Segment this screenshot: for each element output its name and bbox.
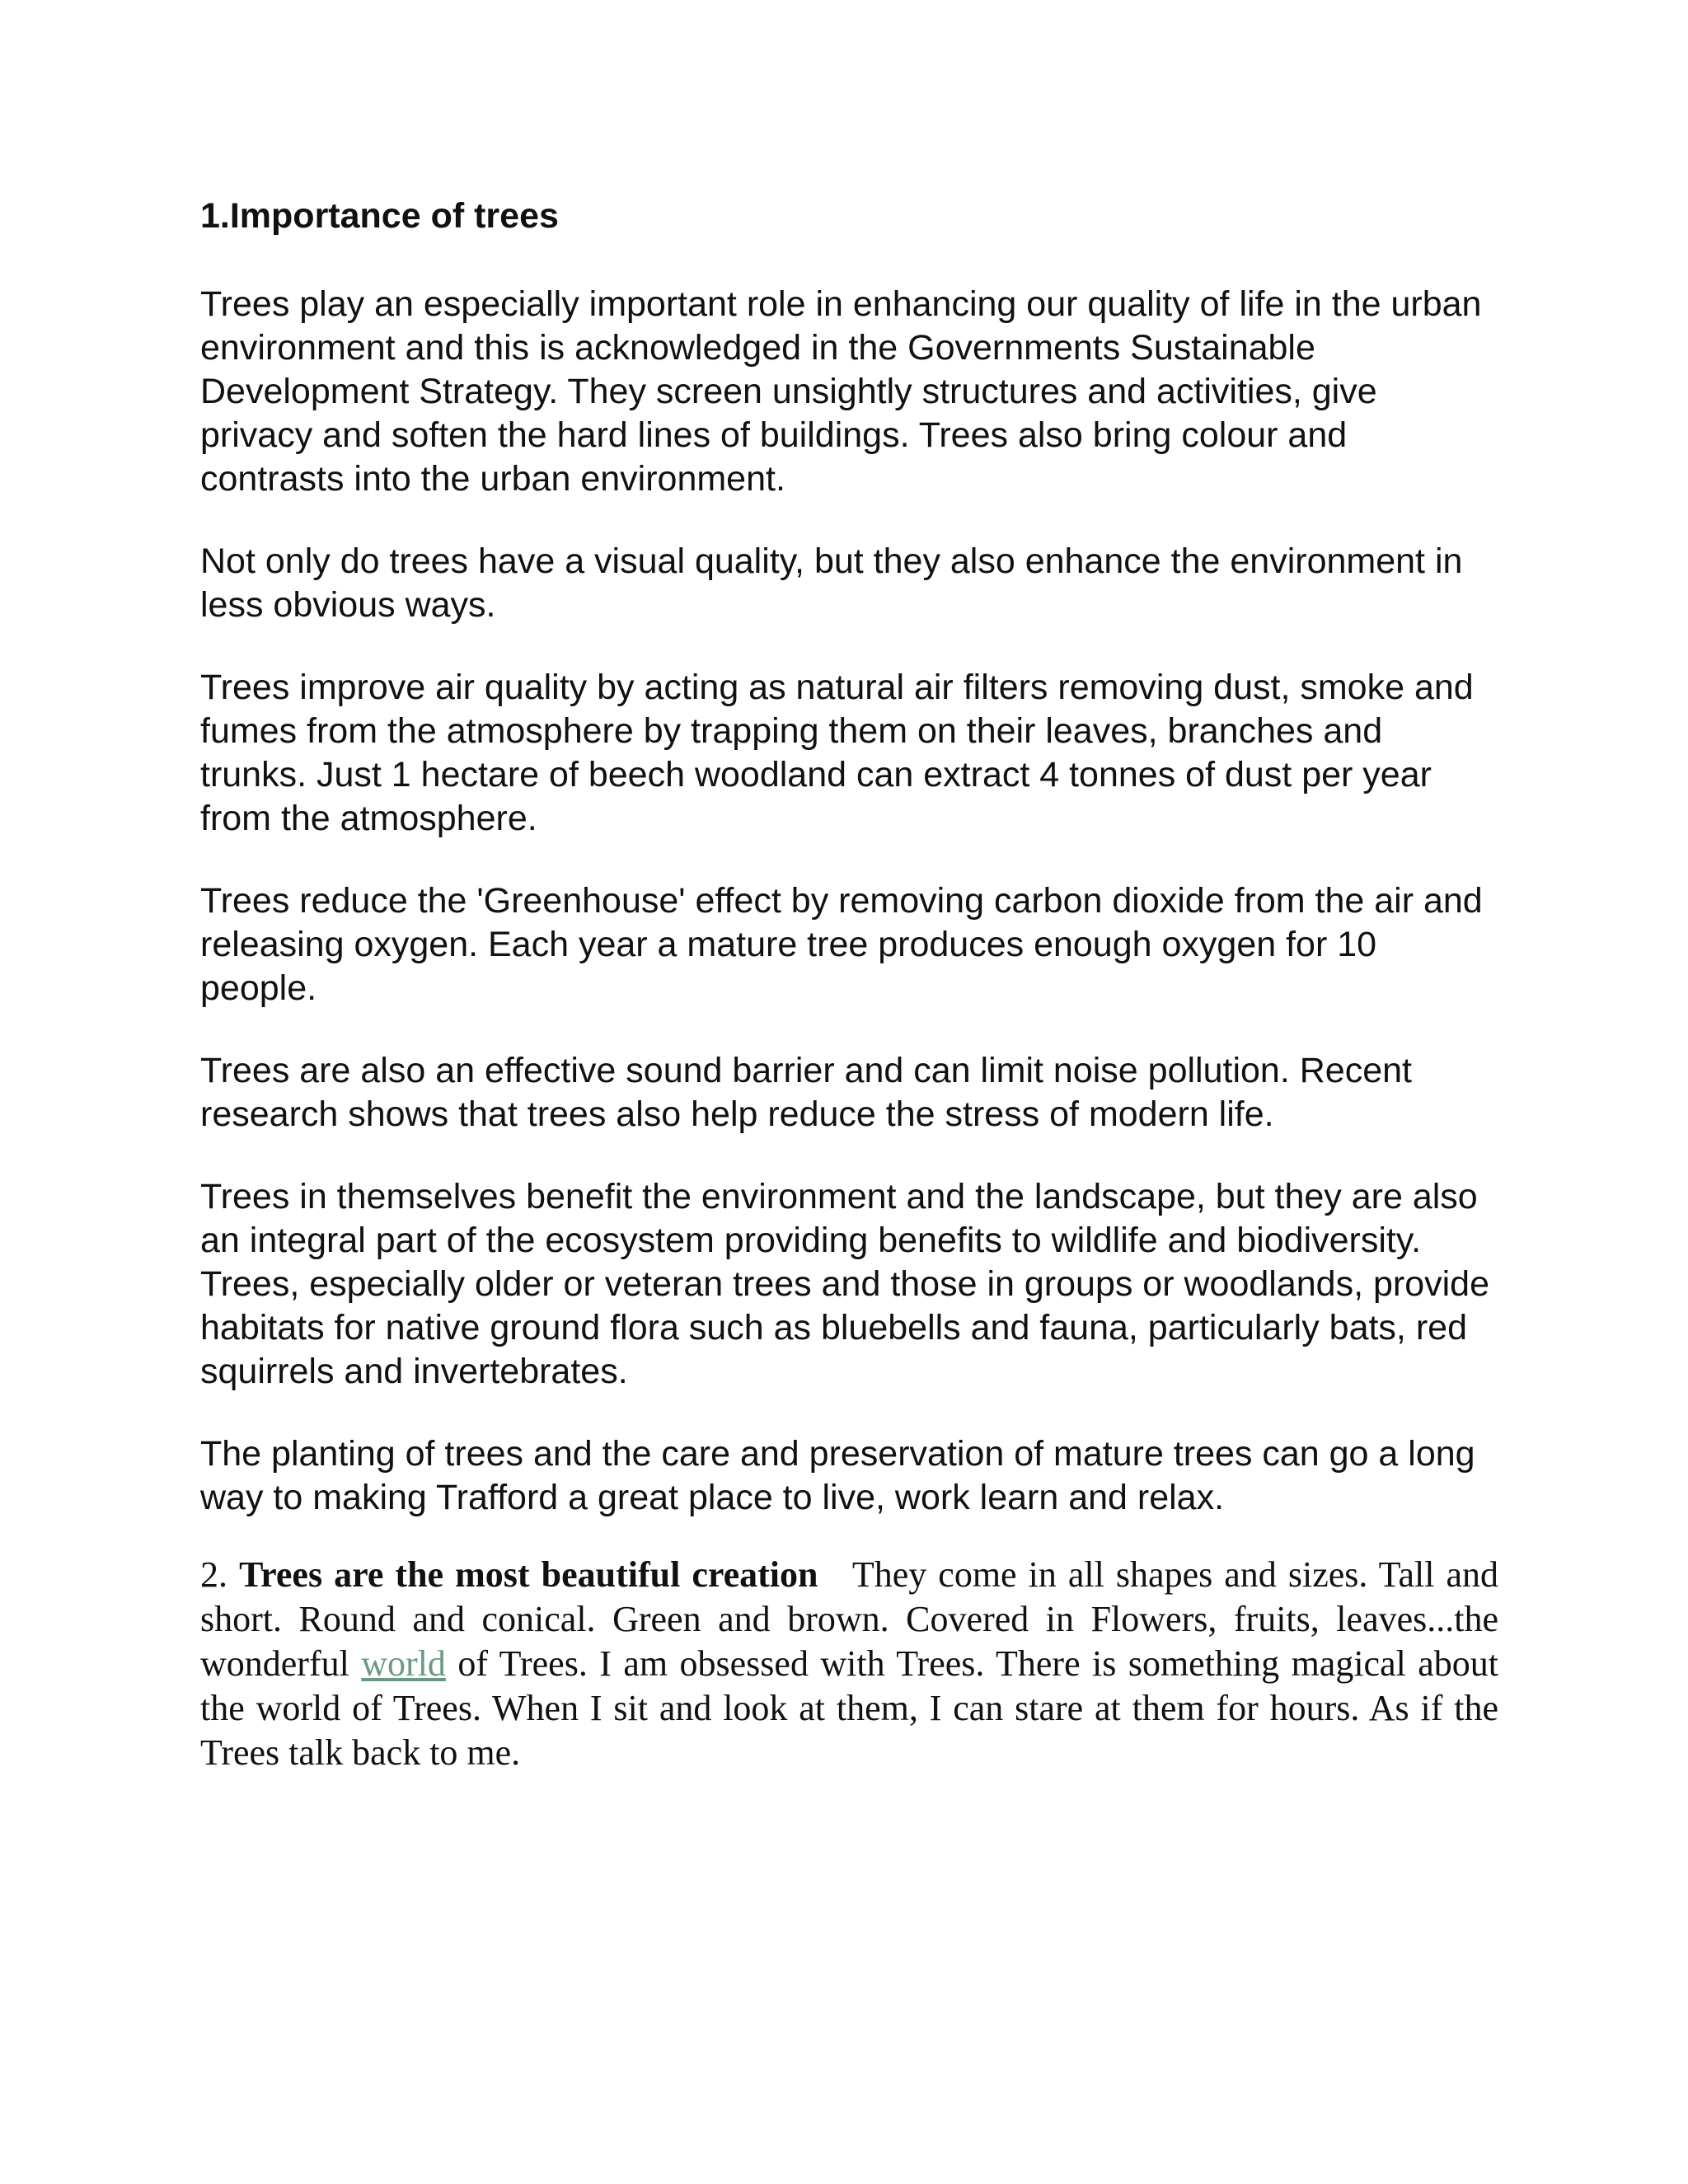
paragraph-greenhouse-effect: Trees reduce the 'Greenhouse' effect by removing carbon dioxide from the air and releasing oxygen. Each year a mature tree produces enough oxygen for 10 people. xyxy=(200,881,1483,1008)
paragraph-text-before-link: They come in all shapes and sizes. Tall and short. Round and conical. Green and brown. Covered in Flowers, fruits, leaves...the wonderful xyxy=(200,1554,1498,1684)
paragraph-air-quality: Trees improve air quality by acting as natural air filters removing dust, smoke and fumes from the atmosphere by trapping them on their leaves, branches and trunks. Just 1 hectare of beech woodland can extract 4 tonnes of dust per year from the atmosphere. xyxy=(200,668,1474,838)
section-title-beautiful-creation: Trees are the most beautiful creation xyxy=(239,1554,818,1595)
paragraph-sound-barrier: Trees are also an effective sound barrier and can limit noise pollution. Recent research shows that trees also help reduce the stress of modern life. xyxy=(200,1051,1412,1134)
paragraph-text-after-link: of Trees. I am obsessed with Trees. There is something magical about the world of Trees. When I sit and look at them, I can stare at them for hours. As if the Trees talk back to me. xyxy=(200,1643,1499,1773)
world-link[interactable]: world xyxy=(361,1643,446,1684)
section-heading-importance-of-trees: 1.Importance of trees xyxy=(200,196,559,236)
paragraph-beautiful-creation xyxy=(200,1553,1498,1775)
paragraph-visual-quality: Not only do trees have a visual quality, but they also enhance the environment in less obvious ways. xyxy=(200,541,1463,625)
section-number: 2. xyxy=(200,1554,227,1595)
paragraph-ecosystem: Trees in themselves benefit the environment and the landscape, but they are also an integral part of the ecosystem providing benefits to wildlife and biodiversity. Trees, especially older or veteran trees and those in groups or woodlands, provide habitats for native ground flora such as bluebells and fauna, particularly bats, red squirrels and invertebrates. xyxy=(200,1177,1489,1391)
paragraph-urban-role: Trees play an especially important role in enhancing our quality of life in the urban environment and this is acknowledged in the Governments Sustainable Development Strategy. They screen unsightly structures and activities, give privacy and soften the hard lines of buildings. Trees also bring colour and contrasts into the urban environment. xyxy=(200,284,1482,499)
paragraph-trafford: The planting of trees and the care and preservation of mature trees can go a long way to making Trafford a great place to live, work learn and relax. xyxy=(200,1434,1475,1517)
document-content xyxy=(200,194,1498,1775)
